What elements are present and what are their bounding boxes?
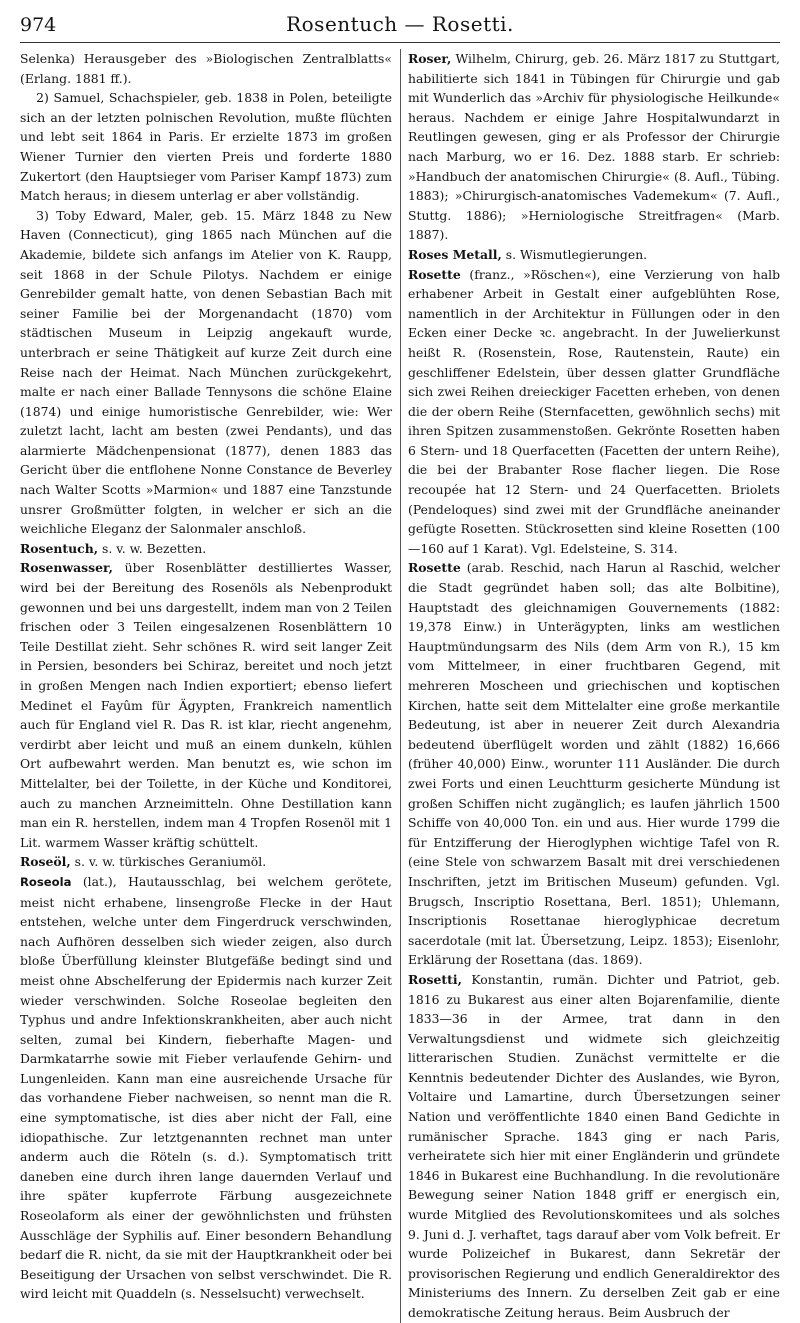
- right-column: [408, 49, 780, 1323]
- page-number: 974: [20, 14, 57, 36]
- entry-roser: Roser, Wilhelm, Chirurg, geb. 26. März 1817 zu Stuttgart, habilitierte sich 1841 in Tübingen für Chirurgie und gab mit Wunderlich das »Archiv für physiologische Heilkunde« heraus. Nachdem er einige Jahre Hospitalwundarzt in Reutlingen gewesen, ging er als Professor der Chirurgie nach Marburg, wo er 16. Dez. 1888 starb. Er schrieb: »Handbuch der anatomischen Chirurgie« (8. Aufl., Tübing. 1883); »Chirurgisch-anatomisches Vademekum« (7. Aufl., Stuttg. 1886); »Herniologische Streitfragen« (Marb. 1887).: [408, 51, 780, 243]
- entry-roses-metall: Roses Metall, s. Wismutlegierungen.: [408, 246, 648, 262]
- headword: Rosentuch,: [20, 540, 99, 556]
- entry-rosette-city: Rosette (arab. Reschid, nach Harun al Raschid, welcher die Stadt gegründet haben soll; das alte Bolbitine), Hauptstadt des gleichnamigen Gouvernements (1882: 19,378 Einw.) in Unterägypten, links am westlichen Hauptmündungsarm des Nils (dem Arm von R.), 15 km vom Mittelmeer, in einer fruchtbaren Gegend, mit mehreren Moscheen und griechischen und koptischen Kirchen, hatte seit dem Mittelalter eine große merkantile Bedeutung, ist aber in neuerer Zeit durch Alexandria bedeutend überflügelt worden und zählt (1882) 16,666 (früher 40,000) Einw., worunter 111 Ausländer. Die durch zwei Forts und einen Leuchtturm gesicherte Mündung ist großen Schiffen nicht zugänglich; es laufen jährlich 1500 Schiffe von 40,000 Ton. ein und aus. Hier wurde 1799 die für Entzifferung der Hieroglyphen wichtige Tafel von R. (eine Stele von schwarzem Basalt mit drei verschiedenen Inschriften, jetzt im Britischen Museum) gefunden. Vgl. Brugsch, Inscriptio Rosettana, Berl. 1851); Uhlemann, Inscriptionis Rosettanae hieroglyphicae decretum sacerdotale (mit lat. Übersetzung, Leipz. 1853); Eisenlohr, Erklärung der Rosettana (das. 1869).: [408, 560, 780, 968]
- headword: Roseola: [20, 874, 72, 889]
- headword: Rosenwasser,: [20, 560, 113, 576]
- entry-rosentuch: Rosentuch, s. v. w. Bezetten.: [20, 540, 207, 556]
- headword: Roser,: [408, 51, 452, 66]
- entry-paragraph: 2) Samuel, Schachspieler, geb. 1838 in Polen, beteiligte sich an der letzten polnischen Revolution, mußte flüchten und lebt seit 1864 in Paris. Er erzielte 1873 im großen Wiener Turnier den vierten Preis und forderte 1880 Zukertort (den Hauptsieger vom Pariser Kampf 1873) zum Match heraus; in diesem unterlag er aber vollständig.: [20, 90, 392, 204]
- left-column: [20, 49, 392, 1323]
- headword: Rosette: [408, 560, 461, 576]
- entry-paragraph: 3) Toby Edward, Maler, geb. 15. März 1848 zu New Haven (Connecticut), ging 1865 nach München auf die Akademie, bildete sich anfangs im Atelier von K. Raupp, seit 1868 in der Schule Pilotys. Nachdem er einige Genrebilder gemalt hatte, von denen Sebastian Bach mit seiner Familie bei der Morgenandacht (1870) vom städtischen Museum in Leipzig angekauft wurde, unterbrach er seine Thätigkeit auf kurze Zeit durch eine Reise nach der Heimat. Nach München zurückgekehrt, malte er nach einer Ballade Tennysons die schöne Elaine (1874) und einige humoristische Genrebilder, wie: Wer zuletzt lacht, lacht am besten (zwei Pendants), und das alarmierte Mädchenpensionat (1877), denen 1883 das Gericht über die entflohene Nonne Constance de Beverley nach Walter Scotts »Marmion« und 1887 eine Tanzstunde unsrer Großmütter folgten, in welcher er sich an die weichliche Eleganz der Salonmaler anschloß.: [20, 207, 392, 537]
- running-title: Rosentuch — Rosetti.: [286, 12, 514, 36]
- entry-paragraph: Selenka) Herausgeber des »Biologischen Zentralblatts« (Erlang. 1881 ff.).: [20, 51, 392, 86]
- columns: [20, 49, 780, 1323]
- headword: Roses Metall,: [408, 246, 502, 262]
- headword: Rosetti,: [408, 971, 462, 987]
- entry-rosette-ornament: Rosette (franz., »Röschen«), eine Verzierung von halb erhabener Arbeit in Gestalt einer aufgeblühten Rose, namentlich in der Architektur in Füllungen oder in den Ecken einer Decke ꝛc. angebracht. In der Juwelierkunst heißt R. (Rosenstein, Rose, Rautenstein, Raute) ein geschliffener Edelstein, über dessen glatter Grundfläche sich zwei Reihen dreieckiger Facetten erheben, von denen die der obern Reihe (Sternfacetten, gewöhnlich sechs) mit ihren Spitzen zusammenstoßen. Gekrönte Rosetten haben 6 Stern- und 18 Querfacetten (Facetten der untern Reihe), die bei der Brabanter Rose flacher liegen. Die Rose recoupée hat 12 Stern- und 24 Querfacetten. Briolets (Pendeloques) sind zwei mit der Grundfläche aneinander gefügte Rosetten. Stückrosetten sind kleine Rosetten (100—160 auf 1 Karat). Vgl. Edelsteine, S. 314.: [408, 266, 780, 556]
- entry-rosetti: Rosetti, Konstantin, rumän. Dichter und Patriot, geb. 1816 zu Bukarest aus einer alten Bojarenfamilie, diente 1833—36 in der Armee, trat dann in den Verwaltungsdienst und widmete sich gleichzeitig litterarischen Studien. Zunächst vermittelte er die Kenntnis bedeutender Dichter des Auslandes, wie Byron, Voltaire und Lamartine, durch Übersetzungen seiner Nation und veröffentlichte 1840 einen Band Gedichte in rumänischer Sprache. 1843 ging er nach Paris, verheiratete sich hier mit einer Engländerin und gründete 1846 in Bukarest eine Buchhandlung. In die revolutionäre Bewegung seiner Nation 1848 griff er energisch ein, wurde Mitglied des Revolutionskomitees und als solches 9. Juni d. J. verhaftet, tags darauf aber vom Volk befreit. Er wurde Polizeichef in Bukarest, dann Sekretär der provisorischen Regierung und endlich Generaldirektor des Ministeriums des Innern. Zu derselben Zeit gab er eine demokratische Zeitung heraus. Beim Ausbruch der: [408, 971, 780, 1320]
- column-divider: [400, 49, 401, 1323]
- headword: Rosette: [408, 266, 461, 282]
- page-header: [20, 12, 780, 43]
- entry-roseola: Roseola (lat.), Hautausschlag, bei welchem gerötete, meist nicht erhabene, linsengroße Flecke in der Haut entstehen, welche unter dem Fingerdruck verschwinden, nach Aufhören desselben sich wieder zeigen, also durch bloße Überfüllung kleinster Blutgefäße bedingt sind und meist ohne Abschelferung der Epidermis nach kurzer Zeit wieder verschwinden. Solche Roseolae begleiten den Typhus und andre Infektionskrankheiten, aber auch nicht selten, zumal bei Kindern, fieberhafte Magen- und Darmkatarrhe sowie mit Fieber verlaufende Gehirn- und Lungenleiden. Kann man eine ausreichende Ursache für das vorhandene Fieber nachweisen, so nennt man die R. eine symptomatische, ist dies aber nicht der Fall, eine idiopathische. Zur letztgenannten rechnet man unter anderm auch die Röteln (s. d.). Symptomatisch tritt daneben eine durch ihren lange dauernden Verlauf und ihre später kupferrote Färbung ausgezeichnete Roseolaform als einer der gewöhnlichsten und frühsten Ausschläge der Syphilis auf. Einer besondern Behandlung bedarf die R. nicht, da sie mit der Hauptkrankheit oder bei Beseitigung der Ursachen von selbst verschwindet. Die R. wird leicht mit Quaddeln (s. Nesselsucht) verwechselt.: [20, 873, 392, 1302]
- headword: Roseöl,: [20, 854, 71, 870]
- entry-rosenwasser: Rosenwasser, über Rosenblätter destilliertes Wasser, wird bei der Bereitung des Rosenöls als Nebenprodukt gewonnen und bei uns dargestellt, indem man von 2 Teilen frischen oder 3 Teilen eingesalzenen Rosenblättern 10 Teile Destillat zieht. Sehr schönes R. wird seit langer Zeit in Persien, besonders bei Schiraz, bereitet und noch jetzt in großen Mengen nach Indien exportiert; ebenso liefert Medinet el Fayûm für Ägypten, Frankreich namentlich auch für England viel R. Das R. ist klar, riecht angenehm, verdirbt aber leicht und muß an einem dunkeln, kühlen Ort aufbewahrt werden. Man benutzt es, wie schon im Mittelalter, bei der Toilette, in der Küche und Konditorei, auch zu manchen Arzneimitteln. Ohne Destillation kann man ein R. herstellen, indem man 4 Tropfen Rosenöl mit 1 Lit. warmem Wasser kräftig schüttelt.: [20, 560, 392, 850]
- entry-roseoel: Roseöl, s. v. w. türkisches Geraniumöl.: [20, 854, 267, 870]
